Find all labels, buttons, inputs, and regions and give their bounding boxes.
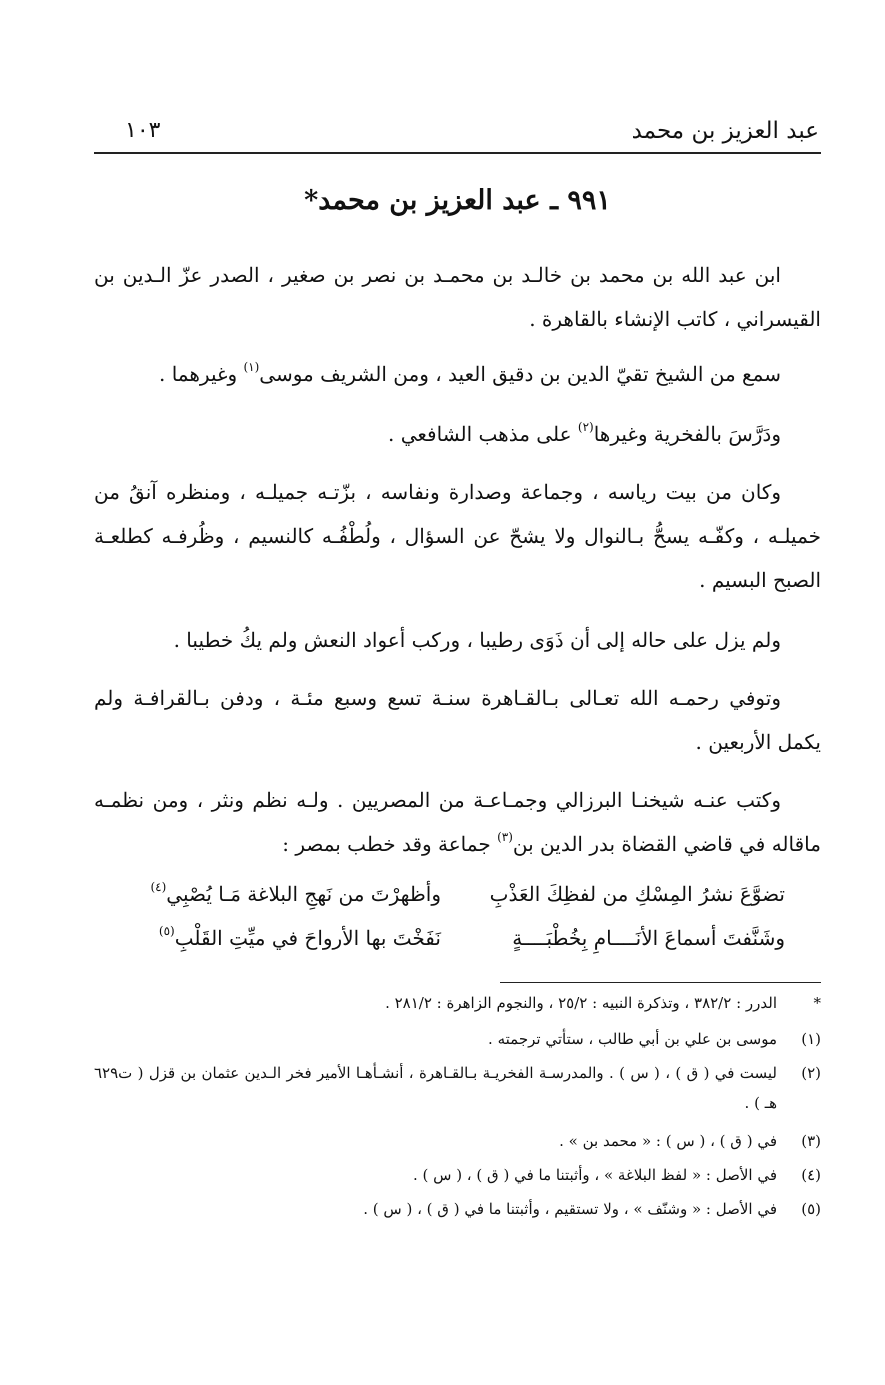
footnote-mark: (٥) xyxy=(801,1200,821,1218)
paragraph-text: وكتب عنـه شيخنـا البرزالي وجمـاعـة من المصريين . ولـه نظم ونثر ، ومن نظمـه ماقاله في قاضي القضاة بدر الدين بن xyxy=(94,788,821,856)
paragraph-poetry-intro xyxy=(94,778,821,866)
footnote-ref[interactable]: (٤) xyxy=(150,880,167,895)
footnote-sources xyxy=(94,988,821,1018)
page-number: ١٠٣ xyxy=(125,118,161,143)
running-title: عبد العزيز بن محمد xyxy=(631,118,819,144)
footnote-4 xyxy=(94,1160,821,1190)
paragraph-text: وكان من بيت رياسه ، وجماعة وصدارة ونفاسه ، بزّتـه جميلـه ، ومنظره آنقُ من خميلـه ، وكفّـه يسحُّ بـالنوال ولا يشحّ عن السؤال ، ولُطْفُـه كالنسيم ، وظُرفـه كطلعـة الصبح البسيم . xyxy=(94,480,821,592)
paragraph-decline xyxy=(94,618,821,662)
verse-second-hemistich: نَفَخْتَ بها الأرواحَ في ميِّتِ القَلْبِ$^{(٥)}$ xyxy=(158,924,441,950)
footnote-ref[interactable]: (٣) xyxy=(497,830,513,845)
paragraph-text: ولم يزل على حاله إلى أن ذَوَى رطيبا ، وركب أعواد النعش ولم يكُ خطيبا . xyxy=(173,628,781,652)
footnote-text: في الأصل : « وشنّف » ، ولا تستقيم ، وأثبتنا ما في ( ق ) ، ( س ) . xyxy=(363,1200,777,1218)
verse-first-hemistich: تضوَّعَ نشرُ المِسْكِ من لفظِكَ العَذْبِ xyxy=(489,882,785,906)
footnote-1 xyxy=(94,1024,821,1054)
footnote-text: في الأصل : « لفظ البلاغة » ، وأثبتنا ما في ( ق ) ، ( س ) . xyxy=(412,1166,777,1184)
footnote-ref[interactable]: (١) xyxy=(243,360,260,375)
footnote-rule xyxy=(500,982,821,983)
paragraph-teaching xyxy=(94,412,821,456)
footnote-ref[interactable]: (٢) xyxy=(577,420,594,435)
footnote-mark: (٣) xyxy=(801,1132,821,1150)
footnote-text: الدرر : ٣٨٢/٢ ، وتذكرة النبيه : ٢٥/٢ ، والنجوم الزاهرة : ٢٨١/٢ . xyxy=(385,994,777,1012)
paragraph-text: وغيرهما . xyxy=(159,362,244,386)
footnote-text: موسى بن علي بن أبي طالب ، ستأتي ترجمته . xyxy=(488,1030,777,1048)
verse-second-hemistich: وأظهرْتَ من نَهجِ البلاغة مَـا يُصْبِي$^{(٤)}$ xyxy=(150,880,441,906)
footnote-mark: * xyxy=(813,994,821,1012)
verse-line xyxy=(94,882,821,922)
header-rule xyxy=(94,152,821,154)
paragraph-death xyxy=(94,676,821,764)
footnote-5 xyxy=(94,1194,821,1224)
verse-line xyxy=(94,926,821,966)
paragraph-text: ابن عبد الله بن محمد بن خالـد بن محمـد بن نصر بن صغير ، الصدر عزّ الـدين بن القيسراني ، كاتب الإنشاء بالقاهرة . xyxy=(94,263,821,331)
paragraph-hearing xyxy=(94,352,821,396)
footnote-mark: (١) xyxy=(801,1030,821,1048)
paragraph-description xyxy=(94,470,821,602)
paragraph-lineage xyxy=(94,253,821,341)
footnote-text: في ( ق ) ، ( س ) : « محمد بن » . xyxy=(559,1132,777,1150)
paragraph-text: وتوفي رحمـه الله تعـالى بـالقـاهرة سنـة تسع وسبع مئـة ، ودفن بـالقرافـة ولم يكمل الأربعين . xyxy=(94,686,821,754)
footnote-text: ليست في ( ق ) ، ( س ) . والمدرسـة الفخريـة بـالقـاهرة ، أنشـأهـا الأمير فخر الـدين عثمان بن قزل ( ت٦٢٩ هـ ) . xyxy=(94,1064,777,1112)
footnote-2 xyxy=(94,1058,821,1118)
footnote-mark: (٢) xyxy=(801,1064,821,1082)
footnote-3 xyxy=(94,1126,821,1156)
paragraph-text: ودَرَّسَ بالفخرية وغيرها xyxy=(593,422,781,446)
paragraph-text: جماعة وقد خطب بمصر : xyxy=(282,832,498,856)
entry-title: ٩٩١ ـ عبد العزيز بن محمد* xyxy=(304,185,611,216)
paragraph-text: على مذهب الشافعي . xyxy=(388,422,578,446)
verse-first-hemistich: وشَنَّفتَ أسماعَ الأنَــــامِ بِخُطْبَــــةٍ xyxy=(512,926,785,950)
footnote-ref[interactable]: (٥) xyxy=(158,924,175,939)
footnote-mark: (٤) xyxy=(801,1166,821,1184)
paragraph-text: سمع من الشيخ تقيّ الدين بن دقيق العيد ، ومن الشريف موسى xyxy=(259,362,781,386)
